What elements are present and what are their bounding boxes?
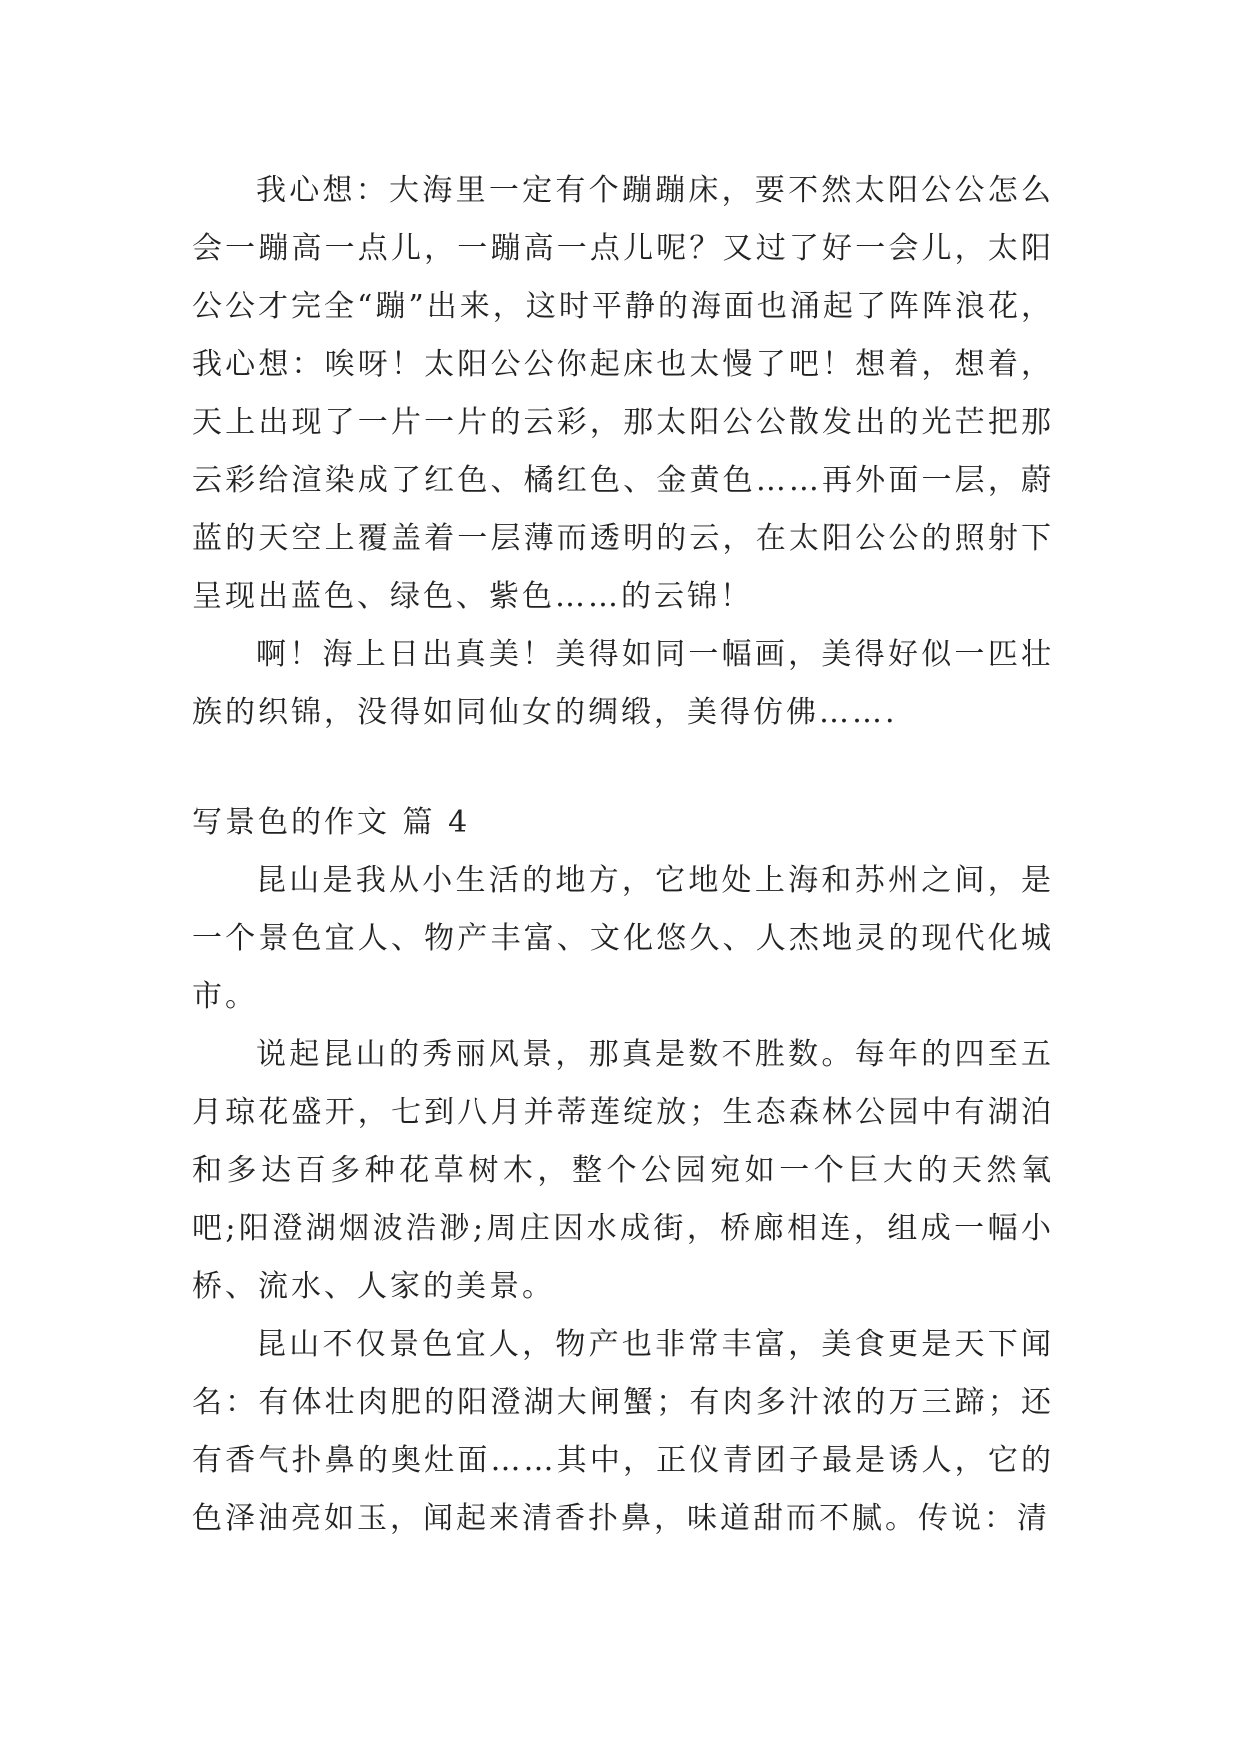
- section-heading: 写景色的作文 篇 4: [192, 805, 471, 840]
- paragraph-sunrise-description: 我心想：大海里一定有个蹦蹦床，要不然太阳公公怎么会一蹦高一点儿，一蹦高一点儿呢？又过了好一会儿，太阳公公才完全“蹦”出来，这时平静的海面也涌起了阵阵浪花，我心想：唉呀！太阳公公你起床也太慢了吧！想着，想着，天上出现了一片一片的云彩，那太阳公公散发出的光芒把那云彩给渲染成了红色、橘红色、金黄色……再外面一层，蔚蓝的天空上覆盖着一层薄而透明的云，在太阳公公的照射下呈现出蓝色、绿色、紫色……的云锦！: [192, 173, 1054, 614]
- paragraph-sunrise-conclusion: 啊！海上日出真美！美得如同一幅画，美得好似一匹壮族的织锦，没得如同仙女的绸缎，美得仿佛…….: [192, 637, 1054, 730]
- paragraph-kunshan-scenery: 说起昆山的秀丽风景，那真是数不胜数。每年的四至五月琼花盛开，七到八月并蒂莲绽放；生态森林公园中有湖泊和多达百多种花草树木，整个公园宛如一个巨大的天然氧吧;阳澄湖烟波浩渺;周庄因水成街，桥廊相连，组成一幅小桥、流水、人家的美景。: [192, 1037, 1054, 1304]
- paragraph-kunshan-intro: 昆山是我从小生活的地方，它地处上海和苏州之间，是一个景色宜人、物产丰富、文化悠久、人杰地灵的现代化城市。: [192, 863, 1054, 1014]
- paragraph-kunshan-food: 昆山不仅景色宜人，物产也非常丰富，美食更是天下闻名：有体壮肉肥的阳澄湖大闸蟹；有肉多汁浓的万三蹄；还有香气扑鼻的奥灶面……其中，正仪青团子最是诱人，它的色泽油亮如玉，闻起来清香扑鼻，味道甜而不腻。传说：清: [192, 1327, 1054, 1536]
- document-page: [192, 162, 1054, 1548]
